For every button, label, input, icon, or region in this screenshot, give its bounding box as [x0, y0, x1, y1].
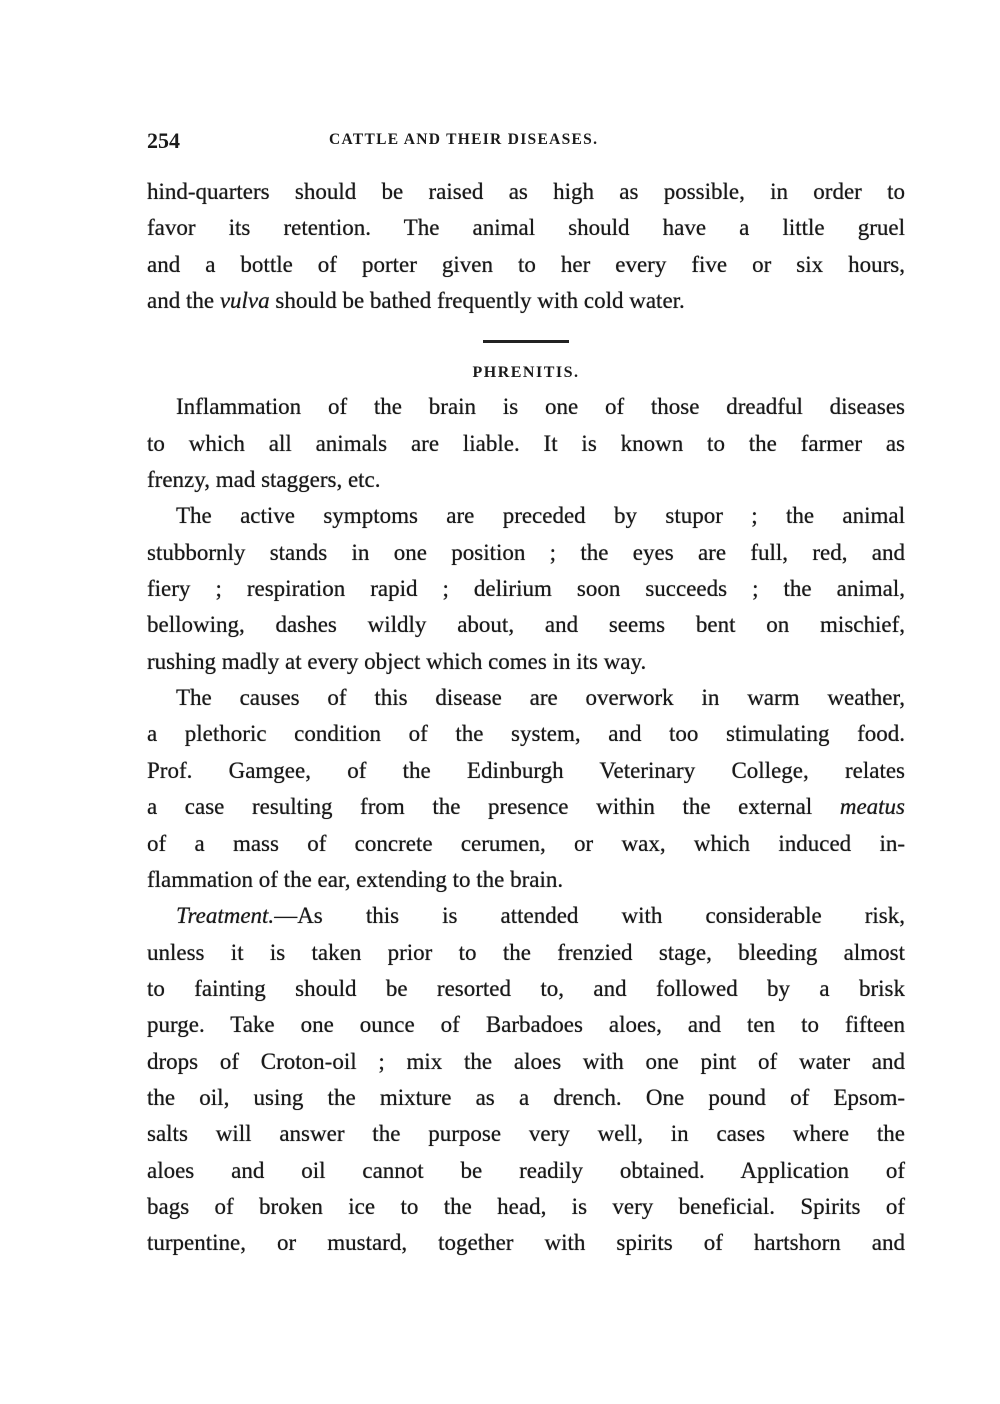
text-line: [147, 247, 905, 283]
text-segment: of a mass of concrete cerumen, or wax, which induced in-: [147, 830, 905, 856]
text-segment: bags of broken ice to the head, is very beneficial. Spirits of: [147, 1193, 905, 1219]
text-line: [147, 789, 905, 825]
text-segment: bellowing, dashes wildly about, and seems bent on mischief,: [147, 612, 905, 638]
page-number: 254: [147, 128, 180, 153]
paragraph: [147, 498, 905, 680]
text-line: [147, 607, 905, 643]
text-line: [147, 971, 905, 1007]
text-segment: unless it is taken prior to the frenzied stage, bleeding almost: [147, 939, 905, 965]
section-divider: [483, 340, 569, 343]
text-segment: flammation of the ear, extending to the brain.: [147, 866, 564, 892]
text-segment: Inflammation of the brain is one of those dreadful diseases: [176, 394, 905, 420]
text-segment: Prof. Gamgee, of the Edinburgh Veterinary College, relates: [147, 757, 905, 783]
paragraph: [147, 174, 905, 319]
text-segment: the oil, using the mixture as a drench. One pound of Epsom-: [147, 1084, 905, 1110]
italic-text: vulva: [219, 288, 270, 314]
text-segment: a plethoric condition of the system, and too stimulating food.: [147, 721, 905, 747]
text-segment: salts will answer the purpose very well, in cases where the: [147, 1121, 905, 1147]
text-segment: and the: [147, 288, 220, 314]
text-segment: a case resulting from the presence within the external: [147, 794, 840, 820]
text-line: [147, 498, 905, 534]
running-header: [147, 128, 905, 158]
text-segment: The active symptoms are preceded by stupor ; the animal: [176, 503, 905, 529]
text-line: [147, 1044, 905, 1080]
text-line: [147, 898, 905, 934]
text-line: [147, 1080, 905, 1116]
text-line: [147, 1153, 905, 1189]
text-segment: hind-quarters should be raised as high as possible, in order to: [147, 179, 905, 204]
text-line: [147, 174, 905, 210]
text-segment: and a bottle of porter given to her every five or six hours,: [147, 251, 905, 277]
text-line: [147, 680, 905, 716]
text-line: [147, 210, 905, 246]
italic-text: meatus: [839, 794, 905, 820]
text-line: [147, 1116, 905, 1152]
text-line: [147, 826, 905, 862]
text-line: [147, 283, 905, 319]
text-segment: rushing madly at every object which comes in its way.: [147, 648, 647, 674]
text-line: [147, 1225, 905, 1261]
text-line: [147, 753, 905, 789]
text-segment: turpentine, or mustard, together with spirits of hartshorn and: [147, 1230, 905, 1256]
text-segment: frenzy, mad staggers, etc.: [147, 467, 381, 493]
text-line: [147, 644, 905, 680]
section-text: [147, 389, 905, 1261]
text-segment: should be bathed frequently with cold water.: [269, 288, 685, 314]
text-line: [147, 935, 905, 971]
text-line: [147, 535, 905, 571]
text-segment: to which all animals are liable. It is known to the farmer as: [147, 430, 905, 456]
text-segment: —As this is attended with considerable risk,: [274, 903, 905, 929]
section-heading: PHRENITIS.: [472, 364, 580, 382]
paragraph: [147, 680, 905, 898]
previous-section-text: [147, 174, 905, 319]
running-title: CATTLE AND THEIR DISEASES.: [329, 131, 599, 148]
text-segment: to fainting should be resorted to, and followed by a brisk: [147, 975, 905, 1001]
text-line: [147, 571, 905, 607]
text-line: [147, 1007, 905, 1043]
text-line: [147, 426, 905, 462]
text-line: [147, 1189, 905, 1225]
text-segment: aloes and oil cannot be readily obtained. Application of: [147, 1157, 905, 1183]
text-line: [147, 462, 905, 498]
text-segment: fiery ; respiration rapid ; delirium soon succeeds ; the animal,: [147, 576, 905, 602]
paragraph: [147, 389, 905, 498]
text-segment: favor its retention. The animal should have a little gruel: [147, 215, 905, 241]
text-segment: stubbornly stands in one position ; the eyes are full, red, and: [147, 539, 905, 565]
text-line: [147, 862, 905, 898]
text-segment: drops of Croton-oil ; mix the aloes with one pint of water and: [147, 1048, 905, 1074]
text-segment: The causes of this disease are overwork in warm weather,: [176, 685, 905, 711]
page-body: [147, 174, 905, 1262]
paragraph: [147, 898, 905, 1261]
text-line: [147, 716, 905, 752]
italic-text: Treatment.: [176, 903, 275, 929]
text-segment: purge. Take one ounce of Barbadoes aloes, and ten to fifteen: [147, 1012, 905, 1038]
text-line: [147, 389, 905, 425]
